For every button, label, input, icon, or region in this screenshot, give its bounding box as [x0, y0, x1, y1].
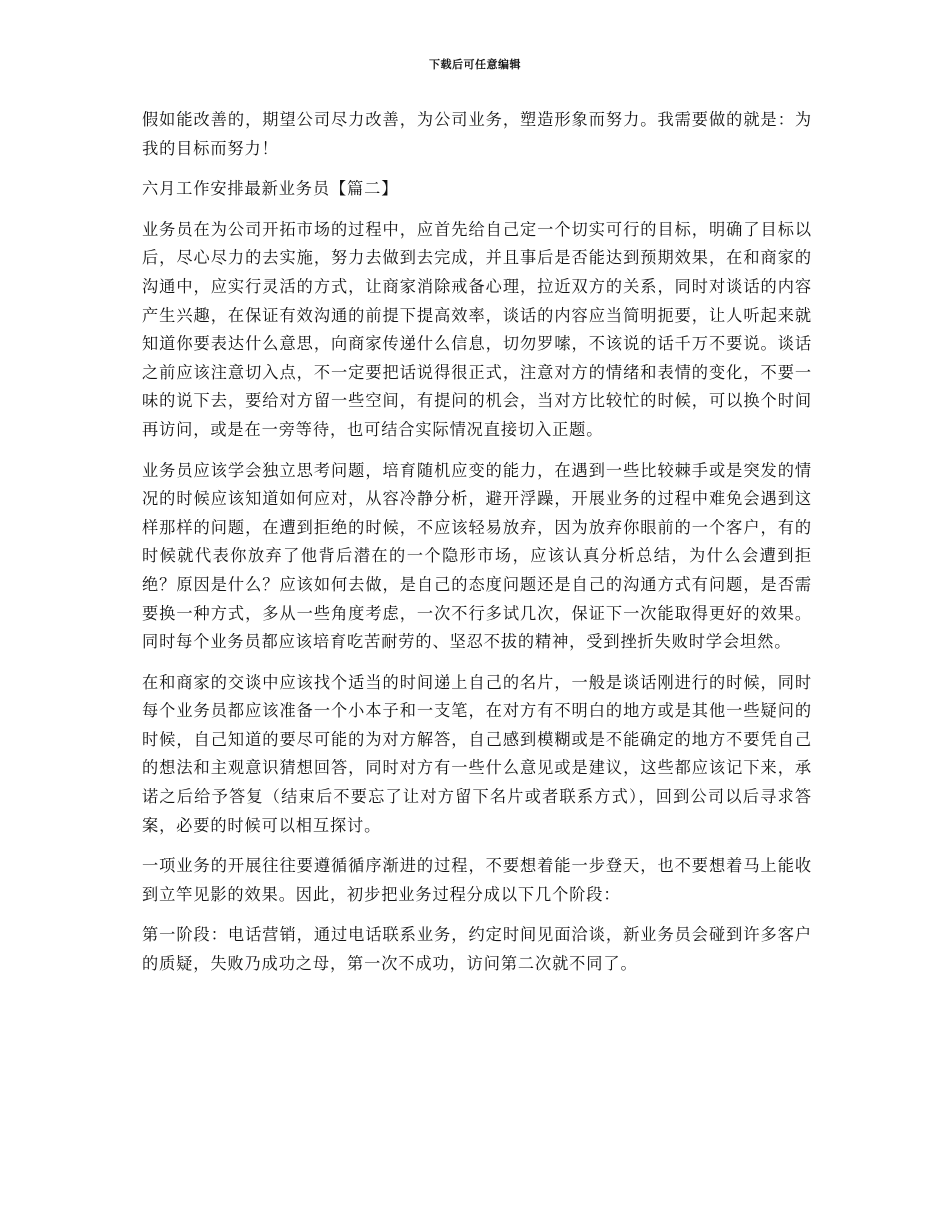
paragraph-business-card: 在和商家的交谈中应该找个适当的时间递上自己的名片，一般是谈话刚进行的时候，同时每个业务员都应该准备一个小本子和一支笔，在对方有不明白的地方或是其他一些疑问的时候，自己知道的要尽可能的为对方解答，自己感到模糊或是不能确定的地方不要凭自己的想法和主观意识猜想回答，同时对方有一些什么意见或是建议，这些都应该记下来，承诺之后给予答复（结束后不要忘了让对方留下名片或者联系方式），回到公司以后寻求答案，必要的时候可以相互探讨。 — [142, 672, 812, 835]
paragraph-market-development: 业务员在为公司开拓市场的过程中，应首先给自己定一个切实可行的目标，明确了目标以后，尽心尽力的去实施，努力去做到去完成，并且事后是否能达到预期效果，在和商家的沟通中，应实行灵活的方式，让商家消除戒备心理，拉近双方的关系，同时对谈话的内容产生兴趣，在保证有效沟通的前提下提高效率，谈话的内容应当简明扼要，让人听起来就知道你要表达什么意思，向商家传递什么信息，切勿罗嗦，不该说的话千万不要说。谈话之前应该注意切入点，不一定要把话说得很正式，注意对方的情绪和表情的变化，不要一味的说下去，要给对方留一些空间，有提问的机会，当对方比较忙的时候，可以换个时间再访问，或是在一旁等待，也可结合实际情况直接切入正题。 — [142, 219, 812, 439]
paragraph-phase-one: 第一阶段：电话营销，通过电话联系业务，约定时间见面洽谈，新业务员会碰到许多客户的质疑，失败乃成功之母，第一次不成功，访问第二次就不同了。 — [142, 925, 812, 974]
paragraph-step-by-step: 一项业务的开展往往要遵循循序渐进的过程，不要想着能一步登天，也不要想着马上能收到立竿见影的效果。因此，初步把业务过程分成以下几个阶段： — [142, 856, 812, 904]
paragraph-independent-thinking: 业务员应该学会独立思考问题，培育随机应变的能力，在遇到一些比较棘手或是突发的情况的时候应该知道如何应对，从容冷静分析，避开浮躁，开展业务的过程中难免会遇到这样那样的问题，在遭到拒绝的时候，不应该轻易放弃，因为放弃你眼前的一个客户，有的时候就代表你放弃了他背后潜在的一个隐形市场，应该认真分析总结，为什么会遭到拒绝？原因是什么？应该如何去做，是自己的态度问题还是自己的沟通方式有问题，是否需要换一种方式，多从一些角度考虑，一次不行多试几次，保证下一次能取得更好的效果。同时每个业务员都应该培育吃苦耐劳的、坚忍不拔的精神，受到挫折失败时学会坦然。 — [142, 460, 812, 652]
section-title: 六月工作安排最新业务员【篇二】 — [142, 179, 399, 199]
page-header: 下载后可任意编辑 — [429, 58, 521, 71]
paragraph-closing-previous: 假如能改善的，期望公司尽力改善，为公司业务，塑造形象而努力。我需要做的就是：为我的目标而努力！ — [142, 110, 812, 158]
document-body — [142, 106, 812, 991]
